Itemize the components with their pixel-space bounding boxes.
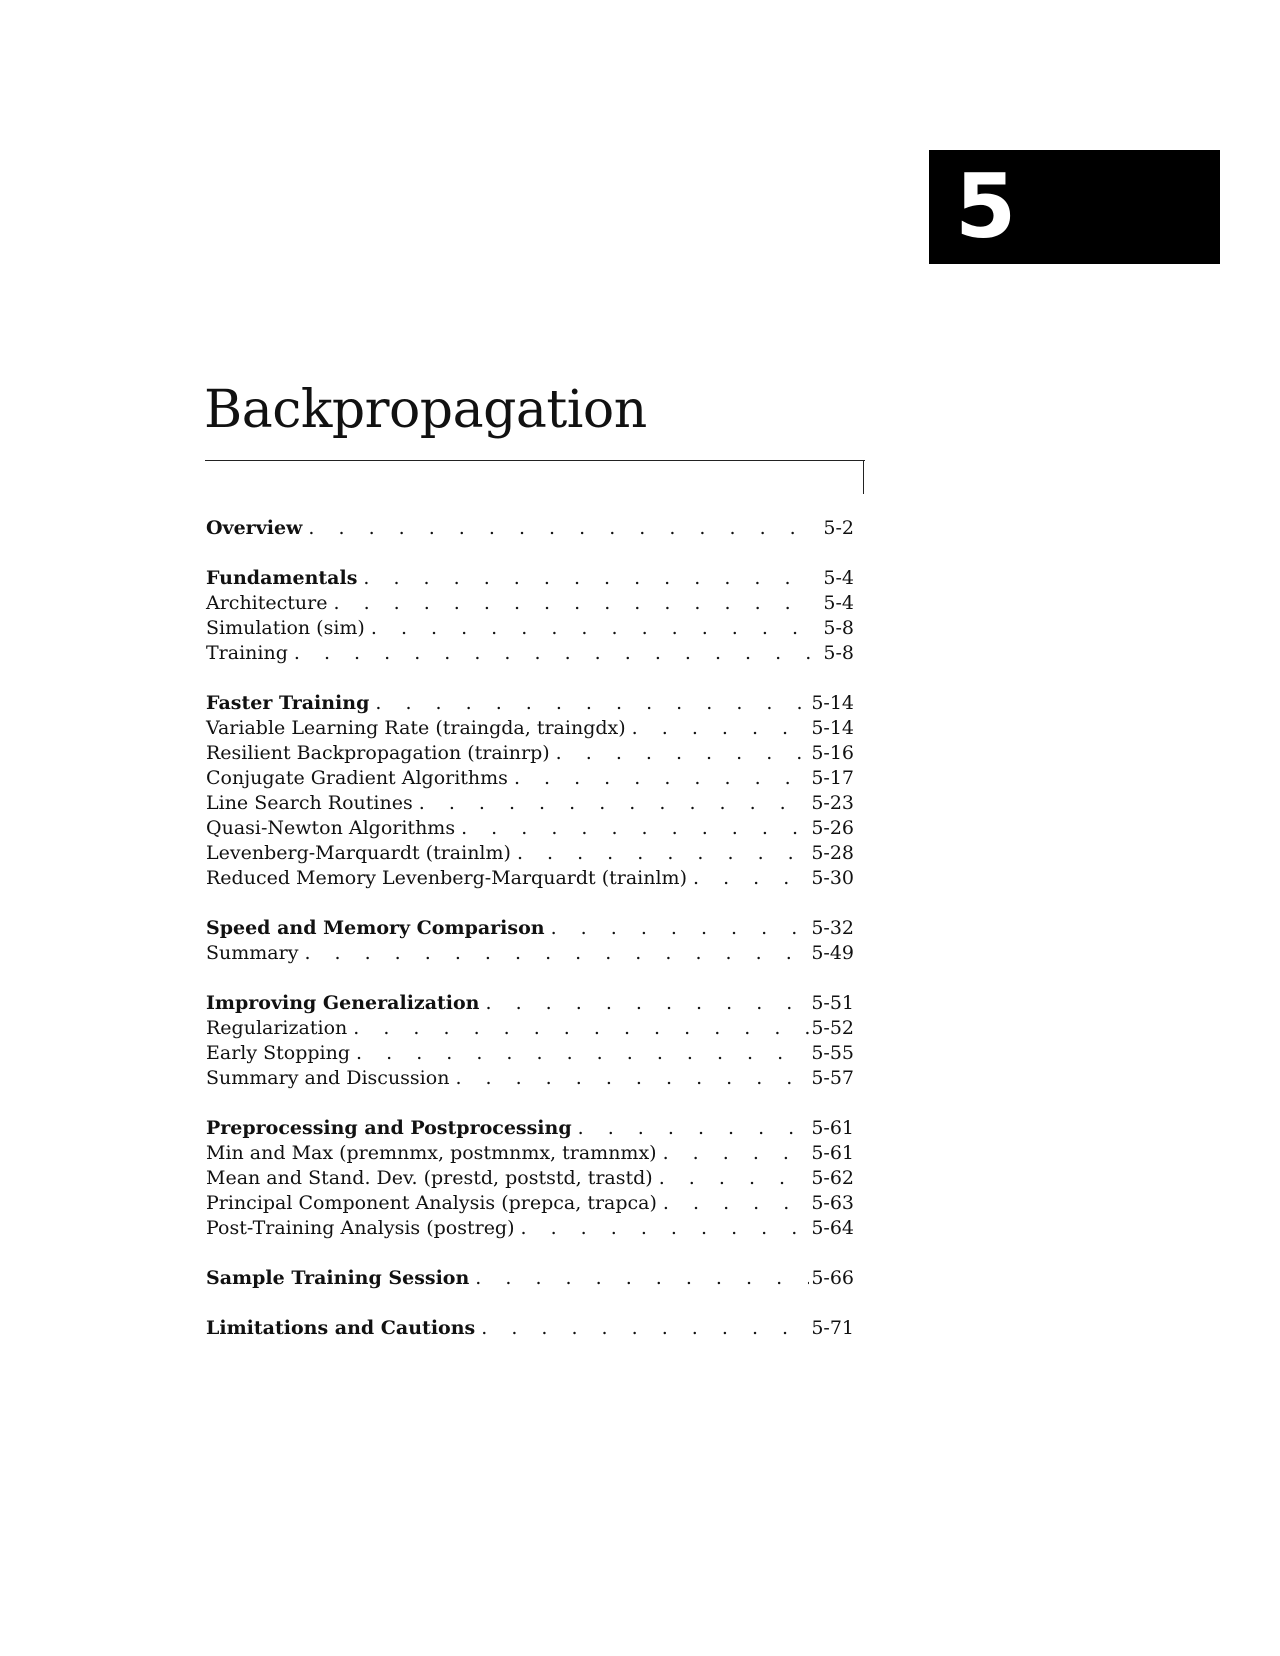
toc-entry-label: Limitations and Cautions: [206, 1316, 481, 1341]
toc-dot-leader: [481, 1316, 809, 1341]
toc-entry-label: Quasi-Newton Algorithms: [206, 816, 461, 841]
toc-entry-label: Training: [206, 641, 294, 666]
toc-entry-page: 5-63: [811, 1192, 854, 1214]
toc-dot-leader: [578, 1116, 810, 1141]
toc-dot-leader: [551, 916, 810, 941]
toc-entry-page: 5-4: [823, 567, 854, 589]
toc-entry[interactable]: [206, 1016, 854, 1041]
toc-dot-leader: [659, 1166, 810, 1191]
toc-entry-label: Sample Training Session: [206, 1266, 475, 1291]
toc-entry[interactable]: [206, 791, 854, 816]
toc-dot-leader: [693, 866, 809, 891]
toc-entry-label: Min and Max (premnmx, postmnmx, tramnmx): [206, 1141, 663, 1166]
toc-dot-leader: [556, 741, 810, 766]
toc-section: [206, 1316, 854, 1341]
toc-section-heading[interactable]: [206, 1266, 854, 1291]
toc-dot-leader: [371, 616, 812, 641]
toc-entry-label: Line Search Routines: [206, 791, 419, 816]
toc-entry-label: Conjugate Gradient Algorithms: [206, 766, 514, 791]
toc-dot-leader: [304, 941, 809, 966]
toc-dot-leader: [363, 566, 812, 591]
toc-section: [206, 1266, 854, 1291]
toc-dot-leader: [308, 516, 812, 541]
toc-entry[interactable]: [206, 816, 854, 841]
toc-dot-leader: [353, 1016, 809, 1041]
toc-section: [206, 1116, 854, 1241]
toc-entry[interactable]: [206, 1166, 854, 1191]
toc-entry-label: Levenberg-Marquardt (trainlm): [206, 841, 517, 866]
toc-entry-page: 5-49: [811, 942, 854, 964]
toc-entry-label: Reduced Memory Levenberg-Marquardt (trainlm): [206, 866, 693, 891]
toc-entry[interactable]: [206, 1216, 854, 1241]
toc-dot-leader: [663, 1191, 809, 1216]
toc-entry-page: 5-4: [823, 592, 854, 614]
toc-dot-leader: [419, 791, 810, 816]
toc-entry-page: 5-14: [811, 717, 854, 739]
toc-entry-page: 5-14: [811, 692, 854, 714]
toc-section-heading[interactable]: [206, 1316, 854, 1341]
toc-entry[interactable]: [206, 616, 854, 641]
title-rule-tick: [863, 460, 864, 494]
toc-entry-page: 5-30: [811, 867, 854, 889]
toc-dot-leader: [475, 1266, 809, 1291]
toc-entry[interactable]: [206, 866, 854, 891]
toc-dot-leader: [514, 766, 809, 791]
toc-entry-label: Overview: [206, 516, 308, 541]
toc-entry[interactable]: [206, 1066, 854, 1091]
toc-dot-leader: [461, 816, 809, 841]
toc-entry-label: Principal Component Analysis (prepca, trapca): [206, 1191, 663, 1216]
toc-entry-page: 5-66: [811, 1267, 854, 1289]
chapter-number: 5: [955, 155, 1017, 258]
toc-dot-leader: [517, 841, 809, 866]
toc-section: [206, 691, 854, 891]
toc-entry-label: Resilient Backpropagation (trainrp): [206, 741, 556, 766]
toc-entry-page: 5-28: [811, 842, 854, 864]
toc-dot-leader: [333, 591, 812, 616]
toc-entry-page: 5-71: [811, 1317, 854, 1339]
toc-entry[interactable]: [206, 1191, 854, 1216]
toc-entry-label: Variable Learning Rate (traingda, traingdx): [206, 716, 632, 741]
toc-entry-label: Fundamentals: [206, 566, 363, 591]
toc-entry[interactable]: [206, 766, 854, 791]
toc-dot-leader: [455, 1066, 809, 1091]
chapter-tab: [929, 150, 1220, 264]
toc-entry-page: 5-8: [823, 617, 854, 639]
toc-section-heading[interactable]: [206, 691, 854, 716]
toc-entry[interactable]: [206, 741, 854, 766]
toc-entry[interactable]: [206, 841, 854, 866]
toc-dot-leader: [521, 1216, 810, 1241]
toc-entry[interactable]: [206, 641, 854, 666]
toc-section-heading[interactable]: [206, 516, 854, 541]
toc-entry-label: Speed and Memory Comparison: [206, 916, 551, 941]
toc-entry-page: 5-8: [823, 642, 854, 664]
toc-entry-page: 5-17: [811, 767, 854, 789]
toc-entry-page: 5-32: [811, 917, 854, 939]
toc-dot-leader: [356, 1041, 809, 1066]
toc-entry-label: Preprocessing and Postprocessing: [206, 1116, 578, 1141]
toc-entry[interactable]: [206, 1041, 854, 1066]
toc-entry[interactable]: [206, 941, 854, 966]
toc-entry-label: Faster Training: [206, 691, 375, 716]
toc-section-heading[interactable]: [206, 566, 854, 591]
toc-entry-page: 5-64: [811, 1217, 854, 1239]
toc-section: [206, 991, 854, 1091]
toc-entry-label: Improving Generalization: [206, 991, 486, 1016]
toc-entry-page: 5-52: [811, 1017, 854, 1039]
toc-dot-leader: [632, 716, 810, 741]
toc-entry-label: Summary and Discussion: [206, 1066, 455, 1091]
toc-entry[interactable]: [206, 1141, 854, 1166]
toc-entry[interactable]: [206, 591, 854, 616]
toc-entry-label: Architecture: [206, 591, 333, 616]
toc-entry-label: Regularization: [206, 1016, 353, 1041]
toc-dot-leader: [663, 1141, 810, 1166]
chapter-title: Backpropagation: [204, 380, 647, 440]
toc-section: [206, 516, 854, 541]
toc-entry-page: 5-51: [811, 992, 854, 1014]
toc-entry-page: 5-55: [811, 1042, 854, 1064]
toc-dot-leader: [294, 641, 812, 666]
toc-entry-page: 5-23: [811, 792, 854, 814]
toc-section: [206, 566, 854, 666]
toc-section-heading[interactable]: [206, 916, 854, 941]
toc-entry-page: 5-61: [811, 1142, 854, 1164]
toc-entry[interactable]: [206, 716, 854, 741]
toc-entry-label: Mean and Stand. Dev. (prestd, poststd, trastd): [206, 1166, 659, 1191]
toc-section: [206, 916, 854, 966]
table-of-contents: [206, 516, 854, 1366]
toc-entry-page: 5-61: [811, 1117, 854, 1139]
toc-entry-label: Post-Training Analysis (postreg): [206, 1216, 521, 1241]
toc-entry-label: Early Stopping: [206, 1041, 356, 1066]
toc-entry-label: Summary: [206, 941, 304, 966]
toc-section-heading[interactable]: [206, 1116, 854, 1141]
toc-entry-page: 5-57: [811, 1067, 854, 1089]
title-rule: [205, 460, 865, 461]
toc-entry-page: 5-62: [811, 1167, 854, 1189]
toc-entry-label: Simulation (sim): [206, 616, 371, 641]
toc-dot-leader: [375, 691, 809, 716]
toc-section-heading[interactable]: [206, 991, 854, 1016]
toc-entry-page: 5-26: [811, 817, 854, 839]
toc-entry-page: 5-16: [811, 742, 854, 764]
toc-dot-leader: [486, 991, 810, 1016]
toc-entry-page: 5-2: [823, 517, 854, 539]
